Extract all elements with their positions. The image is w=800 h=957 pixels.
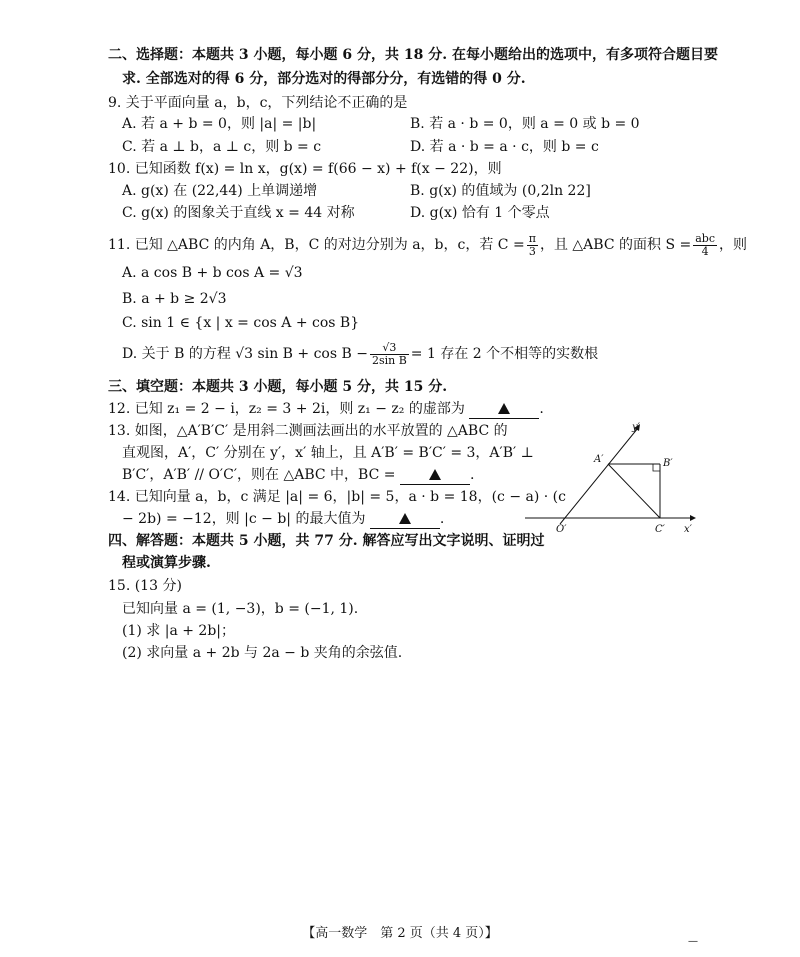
- q15-part2: (2) 求向量 a + 2b 与 2a − b 夹角的余弦值.: [122, 645, 403, 661]
- x-axis-arrow-icon: [690, 515, 696, 521]
- oblique-axes-figure: [520, 416, 700, 536]
- triangle-marker-icon: [429, 469, 441, 480]
- q11-option-d: [122, 340, 598, 368]
- q10-stem: 10. 已知函数 f(x) = ln x，g(x) = f(66 − x) + f(x − 22)，则: [108, 161, 502, 177]
- q9-option-c: C. 若 a ⊥ b，a ⊥ c，则 b = c: [122, 139, 322, 155]
- q11-stem-b: ，且 △ABC 的面积 S =: [539, 237, 692, 253]
- label-a-prime: A′: [594, 454, 604, 465]
- q13-text: B′C′，A′B′ // O′C′，则在 △ABC 中，BC =: [122, 467, 396, 483]
- q10-option-b: B. g(x) 的值域为 (0,2ln 22]: [410, 183, 591, 199]
- label-c-prime: C′: [655, 524, 665, 535]
- q13-answer-blank[interactable]: [400, 466, 470, 485]
- q11-option-d-fraction-den: 2sin B: [371, 353, 407, 367]
- q13-line2: 直观图，A′，C′ 分别在 y′，x′ 轴上，且 A′B′ = B′C′ = 3，A′B′ ⊥: [122, 445, 534, 461]
- q11-option-a: A. a cos B + b cos A = √3: [122, 265, 303, 281]
- q11-stem-c: ，则: [718, 237, 747, 253]
- q10-option-c: C. g(x) 的图象关于直线 x = 44 对称: [122, 205, 355, 221]
- triangle-marker-icon: [498, 403, 510, 414]
- q11-stem-a: 11. 已知 △ABC 的内角 A，B，C 的对边分别为 a，b，c，若 C =: [108, 237, 525, 253]
- q9-option-a: A. 若 a + b = 0，则 |a| = |b|: [122, 116, 317, 132]
- q12-text: 12. 已知 z₁ = 2 − i，z₂ = 3 + 2i，则 z₁ − z₂ 的虚部为: [108, 401, 465, 417]
- right-angle-mark: [653, 464, 660, 471]
- q13-end: .: [469, 467, 475, 483]
- q11-option-d-fraction-num: √3: [370, 342, 409, 355]
- section2-heading: 二、选择题：本题共 3 小题，每小题 6 分，共 18 分. 在每小题给出的选项中，有多项符合题目要: [108, 47, 718, 63]
- page-footer: 【高一数学 第 2 页（共 4 页）】: [302, 926, 498, 941]
- q11-fraction-c-den: 3: [528, 244, 536, 258]
- q13-line3: [122, 466, 474, 485]
- q12-end: .: [539, 401, 544, 417]
- q14-end: .: [439, 511, 445, 527]
- section3-heading: 三、填空题：本题共 3 小题，每小题 5 分，共 15 分.: [108, 379, 448, 395]
- q15-title: 15. (13 分): [108, 578, 182, 594]
- label-o-prime: O′: [556, 524, 567, 535]
- q14-answer-blank[interactable]: [370, 510, 440, 529]
- q10-option-a: A. g(x) 在 (22,44) 上单调递增: [122, 183, 318, 199]
- q10-option-d: D. g(x) 恰有 1 个零点: [410, 205, 550, 221]
- section4-heading: 四、解答题：本题共 5 小题，共 77 分. 解答应写出文字说明、证明过: [108, 533, 545, 549]
- q11-fraction-s-num: abc: [695, 231, 715, 245]
- triangle-marker-icon: [399, 513, 411, 524]
- q11-option-d-b: = 1 存在 2 个不相等的实数根: [410, 346, 599, 362]
- q11-fraction-s: [693, 233, 717, 258]
- q11-option-d-fraction: [370, 342, 409, 367]
- y-axis-line: [560, 428, 638, 524]
- q11-fraction-c: [527, 233, 538, 258]
- q13-line1: 13. 如图，△A′B′C′ 是用斜二测画法画出的水平放置的 △ABC 的: [108, 423, 508, 439]
- q11-fraction-s-den: 4: [701, 244, 709, 258]
- q11-stem: [108, 232, 747, 258]
- section4-heading-cont: 程或演算步骤.: [122, 555, 211, 571]
- segment-a-c: [608, 464, 660, 518]
- label-x-prime: x′: [684, 524, 692, 535]
- section2-heading-cont: 求. 全部选对的得 6 分，部分选对的得部分分，有选错的得 0 分.: [122, 71, 526, 87]
- q11-fraction-c-num: π: [528, 231, 536, 245]
- label-b-prime: B′: [663, 458, 673, 469]
- q14-line1: 14. 已知向量 a，b，c 满足 |a| = 6，|b| = 5，a · b = 18，(c − a) · (c: [108, 489, 566, 505]
- q11-option-b: B. a + b ≥ 2√3: [122, 291, 227, 307]
- q14-text: − 2b) = −12，则 |c − b| 的最大值为: [122, 511, 366, 527]
- q15-given: 已知向量 a = (1, −3)，b = (−1, 1).: [122, 601, 359, 617]
- q14-line2: [122, 510, 444, 529]
- label-y-prime: y′: [632, 422, 640, 433]
- q9-option-b: B. 若 a · b = 0，则 a = 0 或 b = 0: [410, 116, 640, 132]
- q9-option-d: D. 若 a · b = a · c，则 b = c: [410, 139, 599, 155]
- q12-line: [108, 400, 544, 419]
- q11-option-c: C. sin 1 ∈ {x | x = cos A + cos B}: [122, 315, 360, 331]
- q11-option-d-a: D. 关于 B 的方程 √3 sin B + cos B −: [122, 346, 368, 362]
- q9-stem: 9. 关于平面向量 a，b，c，下列结论不正确的是: [108, 95, 408, 111]
- corner-mark: —: [688, 936, 698, 947]
- q15-part1: (1) 求 |a + 2b|；: [122, 623, 236, 639]
